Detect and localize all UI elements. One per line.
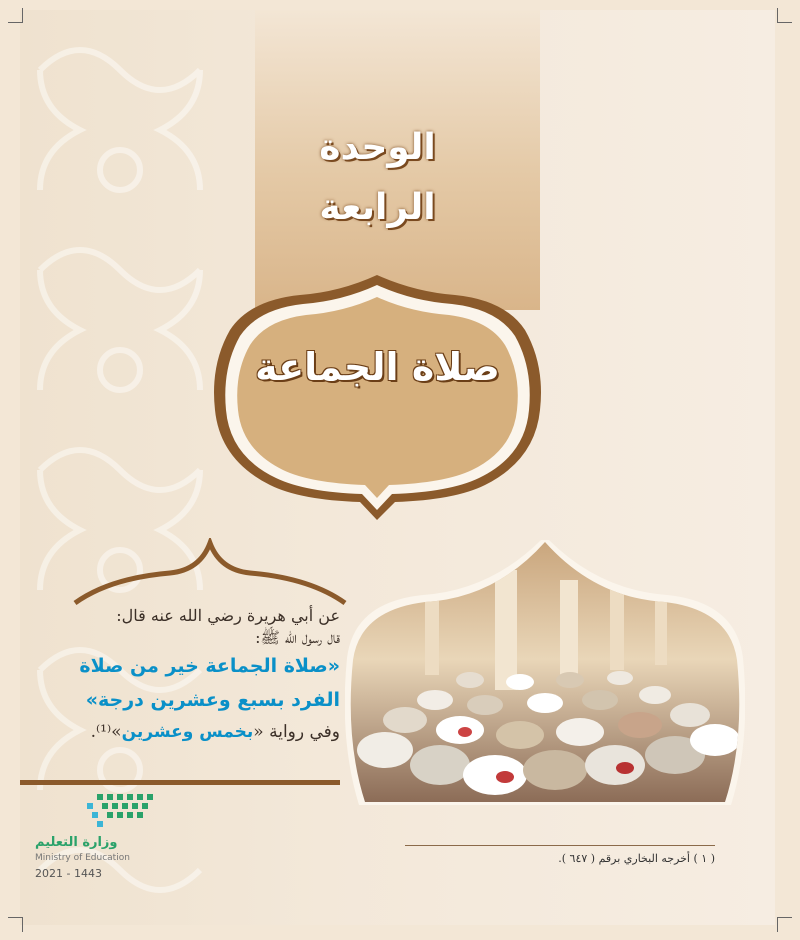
crop-mark	[8, 8, 23, 23]
crop-mark	[8, 917, 23, 932]
hadith-quote-line-2: الفرد بسبع وعشرين درجة»	[85, 689, 340, 711]
unit-line-1: الوحدة	[319, 127, 436, 168]
hadith-text	[20, 605, 340, 747]
lesson-title: صلاة الجماعة	[255, 345, 500, 389]
hadith-narration-variant	[20, 717, 340, 747]
hadith-prophet-said: قال رسول اللّه ﷺ:	[255, 628, 340, 647]
footnote-divider	[405, 845, 715, 846]
unit-title	[235, 118, 520, 238]
congregation-photo	[345, 540, 745, 805]
hadith-quote-line-1: «صلاة الجماعة خير من صلاة	[79, 655, 340, 677]
crop-mark	[777, 8, 792, 23]
ministry-name-english: Ministry of Education	[35, 853, 130, 863]
crop-mark	[777, 917, 792, 932]
edition-year: 2021 - 1443	[35, 867, 102, 880]
lesson-title-frame	[190, 270, 565, 540]
hadith-arch	[70, 538, 350, 608]
unit-line-2: الرابعة	[319, 187, 436, 228]
footnote: ( ١ ) أخرجه البخاري برقم ( ٦٤٧ ).	[558, 852, 715, 865]
variant-highlight: بخمس وعشرين	[121, 722, 254, 742]
hadith-narrator: عن أبي هريرة رضي الله عنه قال:	[116, 606, 340, 625]
hadith-divider	[20, 780, 340, 785]
ministry-name-arabic: وزارة التعليم	[35, 835, 118, 850]
variant-suffix: »⁽¹⁾.	[90, 722, 122, 742]
variant-prefix: وفي رواية «	[253, 722, 340, 742]
